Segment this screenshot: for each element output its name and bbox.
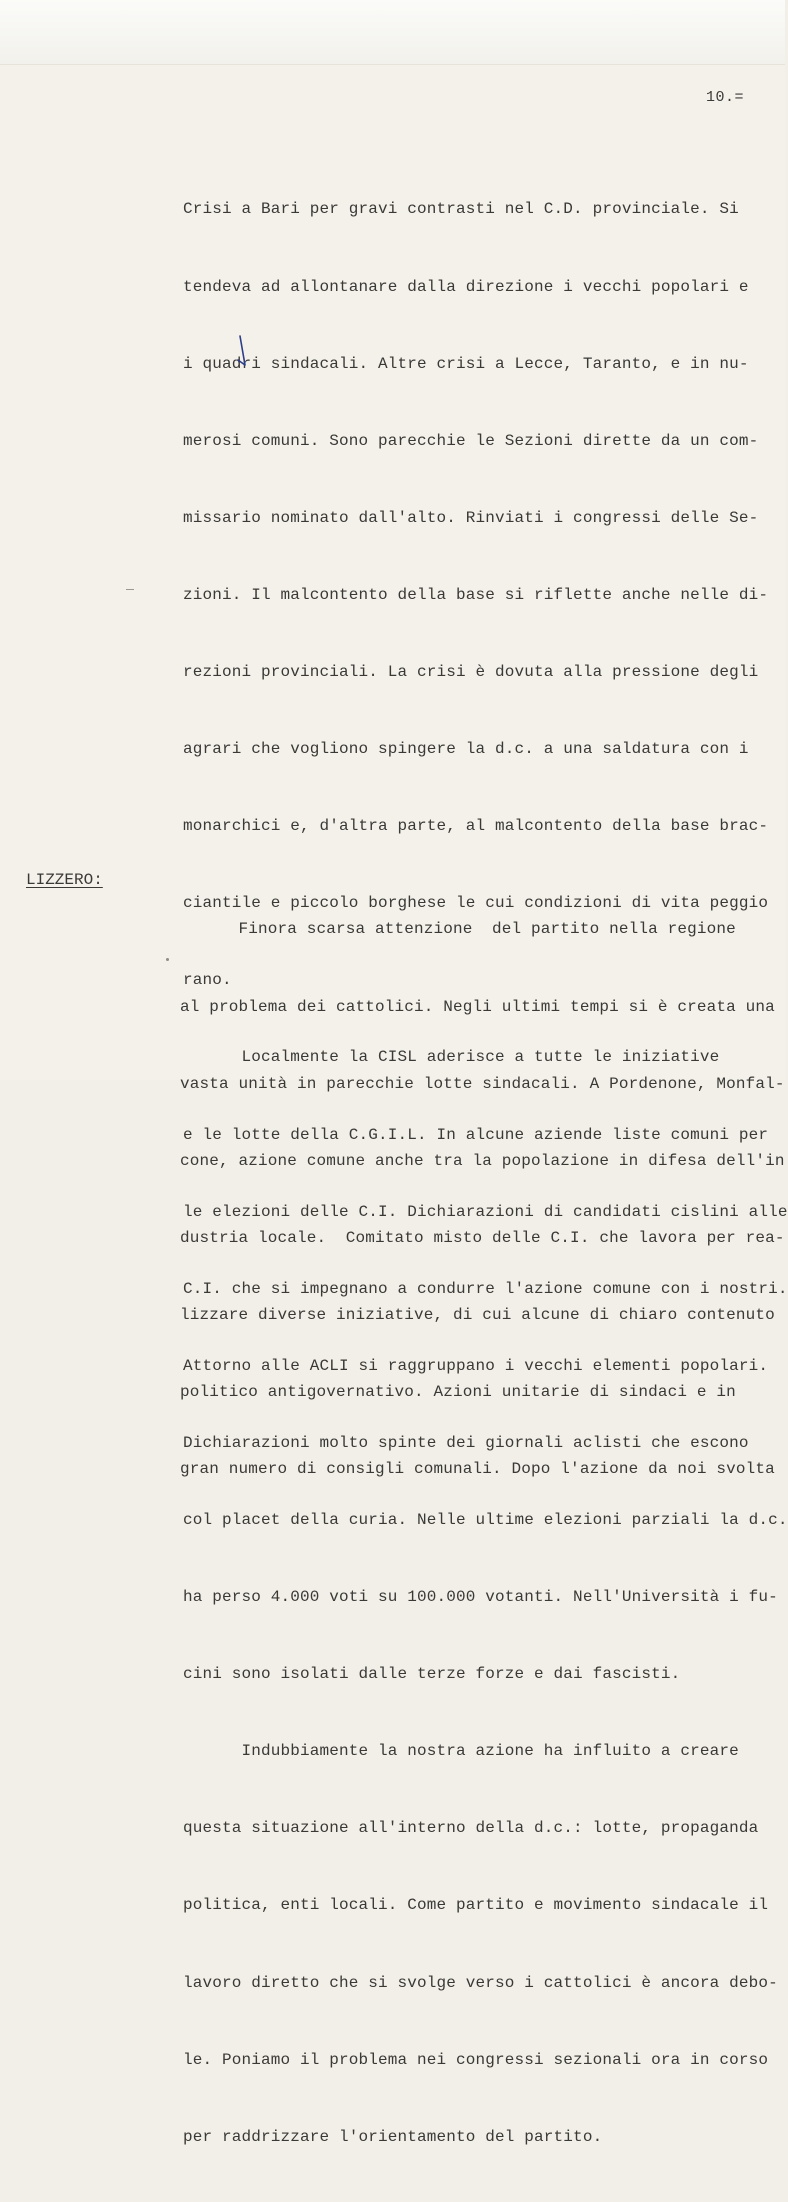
- text-line: vasta unità in parecchie lotte sindacali. A Pordenone, Monfal-: [180, 1074, 785, 1093]
- text-line: ha perso 4.000 voti su 100.000 votanti. Nell'Università i fu-: [183, 1588, 778, 1607]
- text-line: al problema dei cattolici. Negli ultimi tempi si è creata una: [180, 997, 775, 1016]
- text-line: Localmente la CISL aderisce a tutte le iniziative: [183, 1048, 720, 1067]
- text-line: Finora scarsa attenzione del partito nella regione: [180, 920, 736, 939]
- text-line: agrari che vogliono spingere la d.c. a una saldatura con i: [183, 740, 749, 759]
- speaker-label: LIZZERO:: [26, 871, 103, 889]
- scan-top-edge: [0, 0, 785, 65]
- text-line: Dichiarazioni molto spinte dei giornali aclisti che escono: [183, 1433, 749, 1452]
- text-line: monarchici e, d'altra parte, al malcontento della base brac-: [183, 817, 769, 836]
- text-line: rezioni provinciali. La crisi è dovuta alla pressione degli: [183, 662, 759, 681]
- ink-correction-mark: [236, 334, 250, 368]
- text-line: lavoro diretto che si svolge verso i cattolici è ancora debo-: [183, 1973, 778, 1992]
- text-line: tendeva ad allontanare dalla direzione i vecchi popolari e: [183, 277, 749, 296]
- text-line: missario nominato dall'alto. Rinviati i congressi delle Se-: [183, 508, 759, 527]
- text-line: Attorno alle ACLI si raggruppano i vecchi elementi popolari.: [183, 1356, 769, 1375]
- text-line: le elezioni delle C.I. Dichiarazioni di candidati cislini alle: [183, 1202, 788, 1221]
- text-line: zioni. Il malcontento della base si riflette anche nelle di-: [183, 585, 769, 604]
- text-line: cini sono isolati dalle terze forze e dai fascisti.: [183, 1665, 681, 1684]
- text-line: gran numero di consigli comunali. Dopo l'azione da noi svolta: [180, 1460, 775, 1479]
- text-line: dustria locale. Comitato misto delle C.I. che lavora per rea-: [180, 1228, 785, 1247]
- text-line: cone, azione comune anche tra la popolazione in difesa dell'in: [180, 1151, 785, 1170]
- text-line: rano.: [183, 971, 232, 990]
- text-line: Crisi a Bari per gravi contrasti nel C.D. provinciale. Si: [183, 200, 739, 219]
- text-line: col placet della curia. Nelle ultime elezioni parziali la d.c.: [183, 1511, 788, 1529]
- text-line: merosi comuni. Sono parecchie le Sezioni dirette da un com-: [183, 431, 759, 450]
- text-line: lizzare diverse iniziative, di cui alcune di chiaro contenuto: [180, 1305, 775, 1324]
- text-line: politica, enti locali. Come partito e movimento sindacale il: [183, 1896, 769, 1915]
- margin-mark: [126, 589, 134, 590]
- text-line: per raddrizzare l'orientamento del partito.: [183, 2127, 603, 2146]
- text-line: politico antigovernativo. Azioni unitarie di sindaci e in: [180, 1382, 736, 1401]
- text-line: e le lotte della C.G.I.L. In alcune aziende liste comuni per: [183, 1125, 769, 1144]
- margin-mark: [166, 958, 169, 961]
- text-line: C.I. che si impegnano a condurre l'azione comune con i nostri.: [183, 1279, 788, 1298]
- text-line: ciantile e piccolo borghese le cui condizioni di vita peggio: [183, 894, 769, 913]
- text-line: le. Poniamo il problema nei congressi sezionali ora in corso: [183, 2050, 769, 2069]
- text-line: questa situazione all'interno della d.c.: lotte, propaganda: [183, 1819, 759, 1838]
- paragraph-block-2: [180, 866, 785, 1534]
- text-line: i quadri sindacali. Altre crisi a Lecce, Taranto, e in nu-: [183, 354, 749, 373]
- page-number: 10.=: [706, 89, 745, 106]
- text-line: Indubbiamente la nostra azione ha influito a creare: [183, 1742, 739, 1761]
